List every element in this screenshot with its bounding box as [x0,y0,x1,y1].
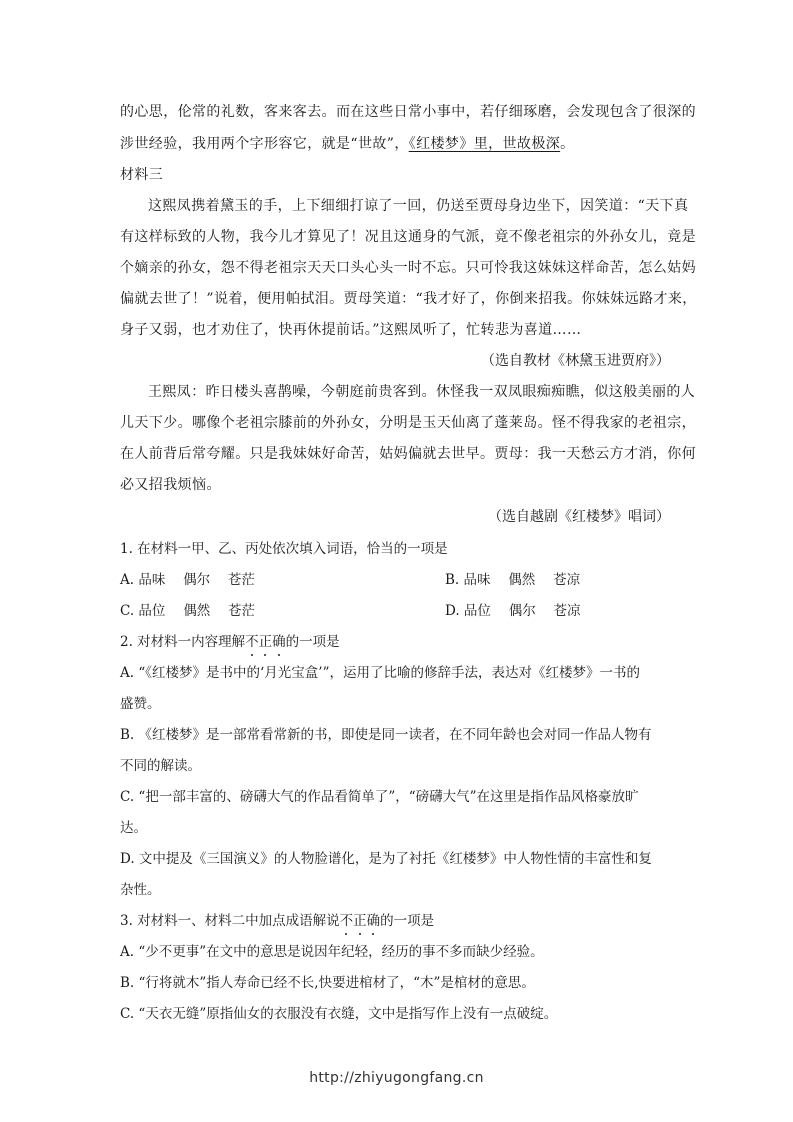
question-1-option-a: A. 品味 偶尔 苍茫 [120,572,255,588]
emphasis-dot-char: 确 [366,913,381,929]
question-2-stem [120,632,340,652]
question-3-option-c: C. “天衣无缝”原指仙女的衣服没有衣缝，文中是指写作上没有一点破绽。 [120,1006,558,1022]
footer-url: http://zhiyugongfang.cn [309,1070,484,1086]
question-2-option-d-cont: 杂性。 [120,882,161,898]
source-citation-1: （选自教材《林黛玉进贾府》） [481,353,670,369]
emphasis-dot-char: 确 [272,634,286,650]
question-3-stem-text: 3. 对材料一、材料二中加点成语解说 [120,913,340,929]
question-2-option-b-cont: 不同的解读。 [120,758,201,774]
material3-para1-line: 偏就去世了！”说着，便用帕拭泪。贾母笑道：“我才好了，你倒来招我。你妹妹远路才来， [120,291,697,307]
material3-para1-line: 身子又弱，也才劝住了，快再休提前话。”这熙凤听了，忙转悲为喜道…… [120,322,582,338]
question-1-option-c: C. 品位 偶然 苍茫 [120,603,256,619]
emphasis-dot-char: 不 [245,634,259,650]
question-2-option-a-cont: 盛赞。 [120,696,161,712]
material2-line-1: 的心思，伦常的礼数，客来客去。而在这些日常小事中，若仔细琢磨，会发现包含了很深的 [120,104,696,120]
material2-line-2-text: 涉世经验，我用两个字形容它，就是“世故”， [120,136,409,152]
source-citation-2: （选自越剧《红楼梦》唱词） [488,509,670,525]
question-2-option-c: C. “把一部丰富的、磅礴大气的作品看简单了”，“磅礴大气”在这里是指作品风格豪放旷 [120,789,639,805]
material3-para2-line: 儿天下少。哪像个老祖宗膝前的外孙女，分明是玉天仙离了蓬莱岛。怪不得我家的老祖宗， [120,415,696,431]
emphasis-dot-char: 不 [339,913,354,929]
question-2-option-b: B. 《红楼梦》是一部常看常新的书，即使是同一读者，在不同年龄也会对同一作品人物有 [120,727,652,743]
question-2-option-a: A. “《红楼梦》是书中的‘月光宝盒’”，运用了比喻的修辞手法，表达对《红楼梦》一书的 [120,665,640,681]
material3-para1-line: 这熙凤携着黛玉的手，上下细细打谅了一回，仍送至贾母身边坐下，因笑道：“天下真 [148,198,689,214]
question-2-option-d: D. 文中提及《三国演义》的人物脸谱化，是为了衬托《红楼梦》中人物性情的丰富性和复 [120,851,652,867]
question-1-stem: 1. 在材料一甲、乙、丙处依次填入词语，恰当的一项是 [120,541,448,557]
underlined-phrase: 《红楼梦》里，世故极深 [408,136,561,152]
question-1-option-d: D. 品位 偶尔 苍凉 [445,603,581,619]
question-1-option-b: B. 品味 偶然 苍凉 [445,572,581,588]
material2-line-2 [120,134,575,154]
material3-para2-line: 必又招我烦恼。 [120,477,221,493]
emphasis-dot-char: 正 [258,634,273,650]
question-2-option-c-cont: 达。 [120,820,147,836]
emphasis-dot-char: 正 [353,913,367,929]
question-3-option-b: B. “行将就木”指人寿命已经不长,快要进棺材了，“木”是棺材的意思。 [120,975,535,991]
material3-para2-line: 王熙凤：昨日楼头喜鹊噪，今朝庭前贵客到。休怪我一双凤眼痴痴瞧，似这般美丽的人 [148,384,696,400]
question-3-stem-end: 的一项是 [380,913,435,929]
material3-para2-line: 在人前背后常夸耀。只是我妹妹好命苦，姑妈偏就去世早。贾母：我一天愁云方才消，你何 [120,446,696,462]
question-2-stem-end: 的一项是 [285,634,340,650]
question-3-option-a: A. “少不更事”在文中的意思是说因年纪轻，经历的事不多而缺少经验。 [120,944,544,960]
material3-para1-line: 有这样标致的人物，我今儿才算见了！况且这通身的气派，竟不像老祖宗的外孙女儿，竟是 [120,229,696,245]
material2-line-2-end: 。 [560,136,575,152]
material3-para1-line: 个嫡亲的孙女，怨不得老祖宗天天口头心头一时不忘。只可怜我这妹妹这样命苦，怎么姑妈 [120,260,696,276]
question-3-stem [120,911,434,931]
material3-heading: 材料三 [120,167,164,183]
question-2-stem-text: 2. 对材料一内容理解 [120,634,246,650]
